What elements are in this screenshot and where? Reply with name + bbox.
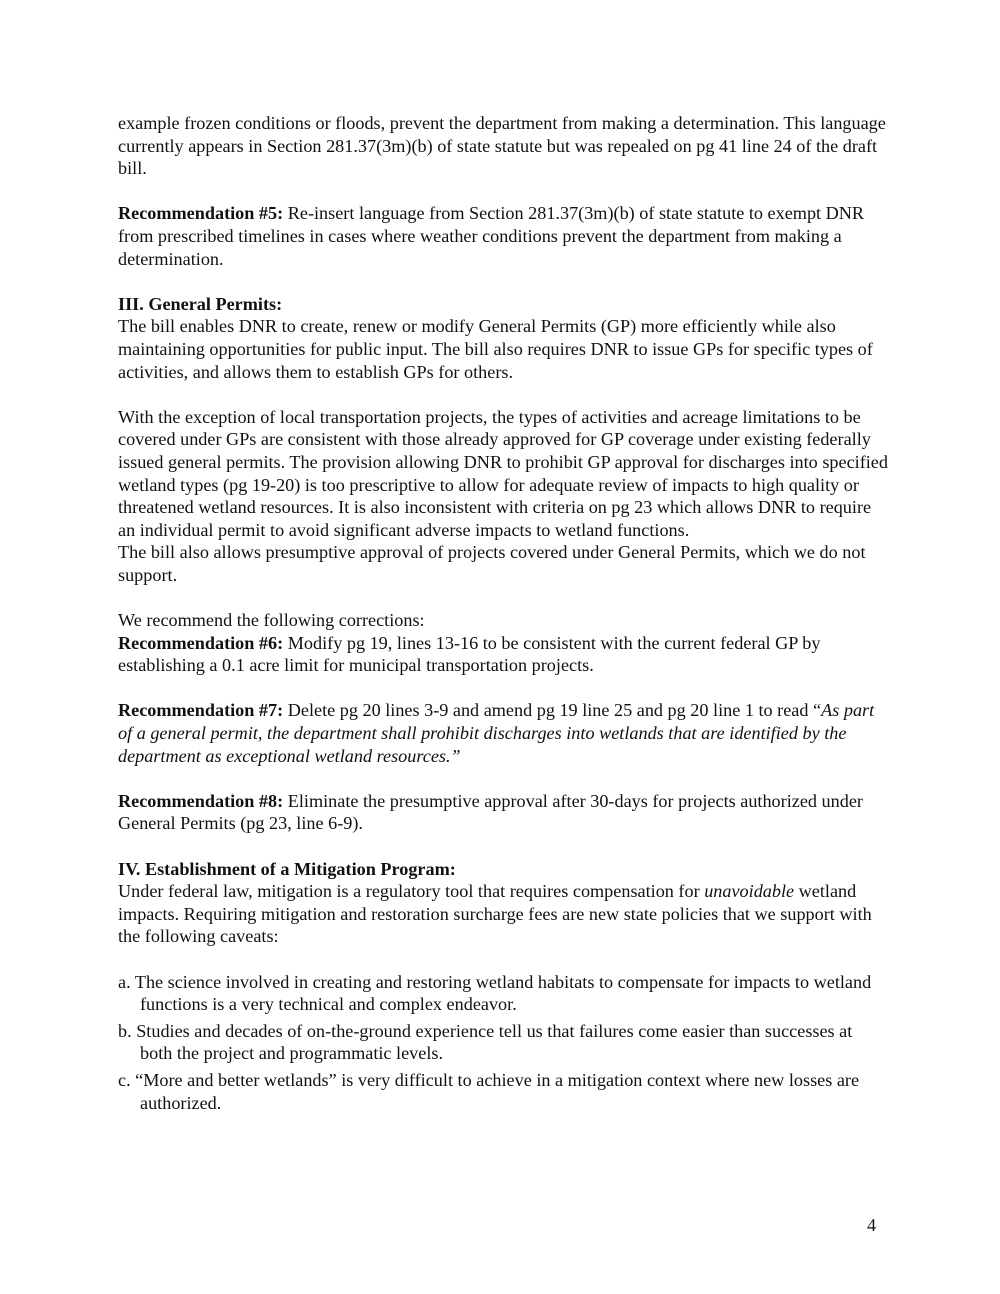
general-permits-paragraph-1: The bill enables DNR to create, renew or modify General Permits (GP) more efficiently while also maintaining opportunities for public input. The bill also requires DNR to issue GPs for specific types of activities, and allows them to establish GPs for others. [118,316,873,382]
spacer [118,383,888,406]
general-permits-paragraph-2: With the exception of local transportation projects, the types of activities and acreage limitations to be covered under GPs are consistent with those already approved for GP coverage under existing federally issued general permits. The provision allowing DNR to prohibit GP approval for discharges into specified wetland types (pg 19-20) is too prescriptive to allow for adequate review of impacts to high quality or threatened wetland resources. It is also inconsistent with criteria on pg 23 which allows DNR to require an individual permit to avoid significant adverse impacts to wetland functions. [118,406,888,540]
heading-text: III. General Permits: [118,293,283,314]
spacer [118,767,888,790]
recommendation-label: Recommendation #5: [118,203,284,224]
page-number: 4 [867,1215,877,1235]
spacer [118,835,888,858]
recommendation-text: Delete pg 20 lines 3-9 and amend pg 19 line 25 and pg 20 line 1 to read [283,700,814,721]
quoted-amendment: As part of a general permit, the department shall prohibit discharges into wetlands that are identified by the department as exceptional wetland resources.” [118,700,875,766]
text-span: Under federal law, mitigation is a regulatory tool that requires compensation for [118,881,705,902]
text-span: wetland impacts. Requiring mitigation and restoration surcharge fees are new state policies that we support with the following caveats: [118,881,872,947]
spacer [118,677,888,700]
recommendation-8 [118,790,888,835]
open-quote: “ [813,700,822,721]
spacer [118,270,888,293]
spacer [118,180,888,203]
general-permits-paragraph-3: The bill also allows presumptive approval of projects covered under General Permits, which we do not support. [118,542,866,585]
recommendation-6 [118,632,888,677]
spacer [118,586,888,609]
recommendation-7 [118,699,888,767]
recommendation-label: Recommendation #6: [118,632,284,653]
section-heading-general-permits [118,293,888,316]
caveat-item-a: a. The science involved in creating and restoring wetland habitats to compensate for impacts to wetland functions is a very technical and complex endeavor. [118,971,872,1015]
recommendation-text: Modify pg 19, lines 13-16 to be consistent with the current federal GP by establishing a 0.1 acre limit for municipal transportation projects. [118,632,821,676]
recommendation-label: Recommendation #8: [118,790,284,811]
intro-paragraph: example frozen conditions or floods, prevent the department from making a determination. This language currently appears in Section 281.37(3m)(b) of state statute but was repealed on pg 41 line 24 of the draft bill. [118,113,886,179]
mitigation-paragraph [118,880,888,948]
caveat-item-b: b. Studies and decades of on-the-ground experience tell us that failures come easier than successes at both the project and programmatic levels. [118,1020,853,1064]
heading-text: IV. Establishment of a Mitigation Program: [118,858,456,879]
spacer [118,948,888,971]
recommendation-5 [118,202,888,270]
recommendation-text: Eliminate the presumptive approval after 30-days for projects authorized under General Permits (pg 23, line 6-9). [118,790,863,834]
recommendation-text: Re-insert language from Section 281.37(3m)(b) of state statute to exempt DNR from prescribed timelines in cases where weather conditions prevent the department from making a determination. [118,203,865,269]
section-heading-mitigation [118,858,888,881]
recommendation-label: Recommendation #7: [118,700,284,721]
corrections-intro: We recommend the following corrections: [118,610,425,631]
document-page [118,112,888,1118]
emphasis-text: unavoidable [704,881,795,902]
caveat-item-c: c. “More and better wetlands” is very difficult to achieve in a mitigation context where new losses are authorized. [118,1069,860,1113]
